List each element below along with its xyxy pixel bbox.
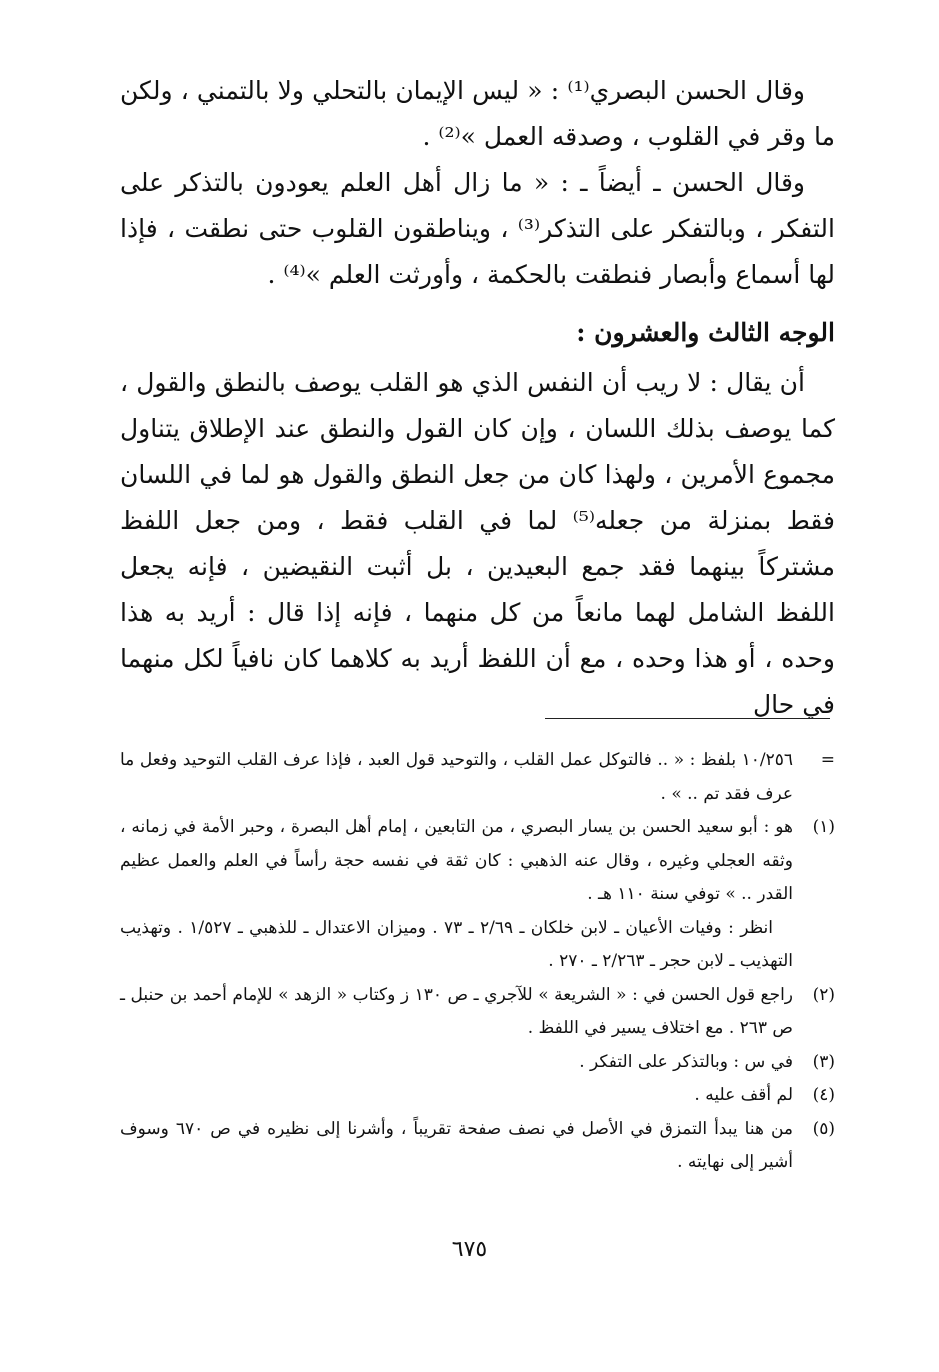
footnote-4 — [120, 1079, 835, 1113]
main-text — [120, 68, 835, 728]
footnote-1-references — [120, 912, 835, 979]
footnote-2 — [120, 979, 835, 1046]
footnote-5 — [120, 1113, 835, 1180]
footnote-text: في س : وبالتذكر على التفكر . — [579, 1051, 793, 1072]
footnote-3 — [120, 1046, 835, 1080]
footnote-number: (٤) — [812, 1085, 835, 1105]
footnote-text: لم أقف عليه . — [694, 1085, 793, 1105]
footnote-text: من هنا يبدأ التمزق في الأصل في نصف صفحة تقريباً ، وأشرنا إلى نظيره في ص ٦٧٠ وسوف أشير إلى نهايته . — [120, 1118, 793, 1172]
footnote-number: (٣) — [812, 1051, 835, 1072]
footnote-number: (٥) — [812, 1118, 835, 1139]
footnote-divider — [545, 718, 830, 719]
footnote-text: انظر : وفيات الأعيان ـ لابن خلكان ـ ٢/٦٩ ـ ٧٣ . وميزان الاعتدال ـ للذهبي ـ ١/٥٢٧ . وتهذيب التهذيب ـ لابن حجر ـ ٢/٢٦٣ ـ ٢٧٠ . — [120, 917, 793, 971]
footnote-text: هو : أبو سعيد الحسن بن يسار البصري ، من التابعين ، إمام أهل البصرة ، وحبر الأمة في زمانه ، وثقه العجلي وغيره ، وقال عنه الذهبي : كان ثقة في نفسه حجة رأساً في العلم والعمل عظيم القدر .. » توفي سنة ١١٠ هـ . — [120, 817, 793, 904]
footnotes — [120, 744, 835, 1180]
paragraph-hasan-quote-1: وقال الحسن البصري⁽¹⁾ : « ليس الإيمان بالتحلي ولا بالتمني ، ولكن ما وقر في القلوب ، وصدقه العمل »⁽²⁾ . — [120, 76, 835, 151]
footnote-continuation — [120, 744, 835, 811]
paragraph-body: أن يقال : لا ريب أن النفس الذي هو القلب يوصف بالنطق والقول ، كما يوصف بذلك اللسان ، وإن كان القول والنطق عند الإطلاق يتناول مجموع الأمرين ، ولهذا كان من جعل النطق والقول هو لما في اللسان فقط بمنزلة من جعله⁽⁵⁾ لما في القلب فقط ، ومن جعل اللفظ مشتركاً بينهما فقد جمع البعيدين ، بل أثبت النقيضين ، فإنه يجعل اللفظ الشامل لهما مانعاً من كل منهما ، فإنه إذا قال : أريد به هذا وحده ، أو هذا وحده ، مع أن اللفظ أريد به كلاهما كان نافياً لكل منهما في حال — [120, 368, 836, 719]
footnote-text: ١٠/٢٥٦ بلفظ : « .. فالتوكل عمل القلب ، والتوحيد قول العبد ، فإذا عرف القلب التوحيد وفعل ما عرف فقد تم .. » . — [120, 750, 793, 804]
footnote-text: راجع قول الحسن في : « الشريعة » للآجري ـ ص ١٣٠ ز وكتاب « الزهد » للإمام أحمد بن حنبل ـ ص ٢٦٣ . مع اختلاف يسير في اللفظ . — [120, 984, 794, 1038]
footnote-number: (٢) — [812, 984, 835, 1005]
paragraph-hasan-quote-2: وقال الحسن ـ أيضاً ـ : « ما زال أهل العلم يعودون بالتذكر على التفكر ، وبالتفكر على التذكر⁽³⁾ ، ويناطقون القلوب حتى نطقت ، فإذا لها أسماع وأبصار فنطقت بالحكمة ، وأورثت العلم »⁽⁴⁾ . — [120, 168, 835, 289]
section-heading: الوجه الثالث والعشرون : — [576, 318, 835, 347]
footnote-number: (١) — [812, 817, 835, 837]
footnote-number: = — [820, 750, 835, 770]
footnote-1 — [120, 811, 835, 912]
page-number: ٦٧٥ — [451, 1237, 488, 1262]
